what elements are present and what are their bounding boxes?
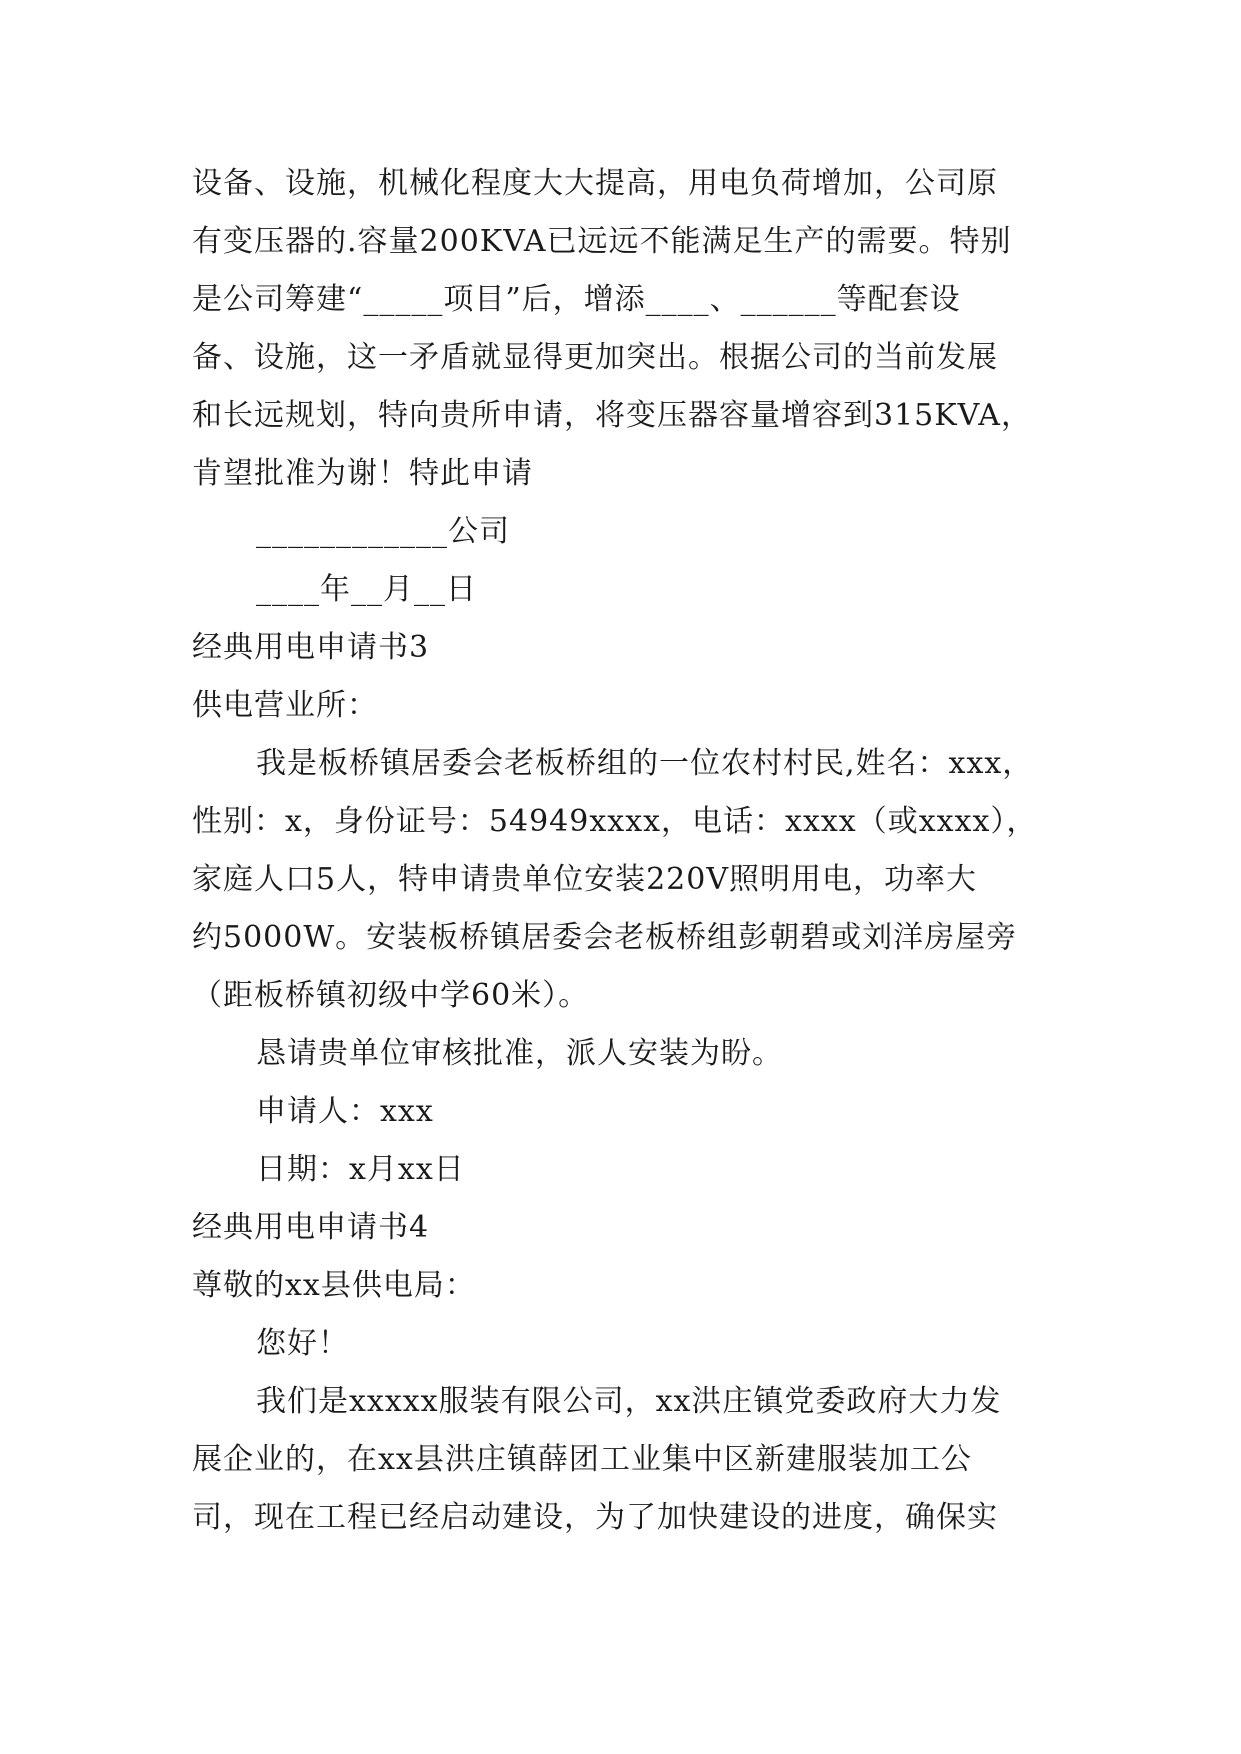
applicant-line: 申请人：xxx	[256, 1094, 434, 1129]
body-text-line: 司，现在工程已经启动建设，为了加快建设的进度，确保实	[192, 1500, 998, 1535]
body-text-line: 肯望批准为谢！特此申请	[192, 456, 533, 491]
body-text-line: 展企业的，在xx县洪庄镇薛团工业集中区新建服装加工公	[192, 1442, 972, 1477]
salutation: 尊敬的xx县供电局：	[192, 1268, 476, 1303]
body-text-line: 是公司筹建“_____项目”后，增添____、______等配套设	[192, 282, 961, 317]
body-text-line: 恳请贵单位审核批准，派人安装为盼。	[256, 1036, 783, 1071]
salutation: 供电营业所：	[192, 688, 378, 723]
date-line: ____年__月__日	[256, 572, 477, 607]
section-heading: 经典用电申请书4	[192, 1210, 430, 1245]
body-text-line: 我们是xxxxx服装有限公司，xx洪庄镇党委政府大力发	[256, 1384, 1002, 1419]
body-text-line: 我是板桥镇居委会老板桥组的一位农村村民,姓名：xxx，	[256, 746, 1034, 781]
date-line: 日期：x月xx日	[256, 1152, 465, 1187]
body-text-line: 备、设施，这一矛盾就显得更加突出。根据公司的当前发展	[192, 340, 998, 375]
body-text-line: 约5000W。安装板桥镇居委会老板桥组彭朝碧或刘洋房屋旁	[192, 920, 1018, 955]
body-text-line: 家庭人口5人，特申请贵单位安装220V照明用电，功率大	[192, 862, 978, 897]
greeting: 您好！	[256, 1326, 349, 1361]
body-text-line: 和长远规划，特向贵所申请，将变压器容量增容到315KVA，	[192, 398, 1032, 433]
body-text-line: 性别：x，身份证号：54949xxxx，电话：xxxx（或xxxx），	[192, 804, 1038, 839]
company-signature-line: ____________公司	[256, 514, 510, 549]
section-heading: 经典用电申请书3	[192, 630, 430, 665]
body-text-line: 设备、设施，机械化程度大大提高，用电负荷增加，公司原	[192, 166, 998, 201]
body-text-line: （距板桥镇初级中学60米）。	[192, 978, 590, 1013]
body-text-line: 有变压器的.容量200KVA已远远不能满足生产的需要。特别	[192, 224, 1012, 259]
